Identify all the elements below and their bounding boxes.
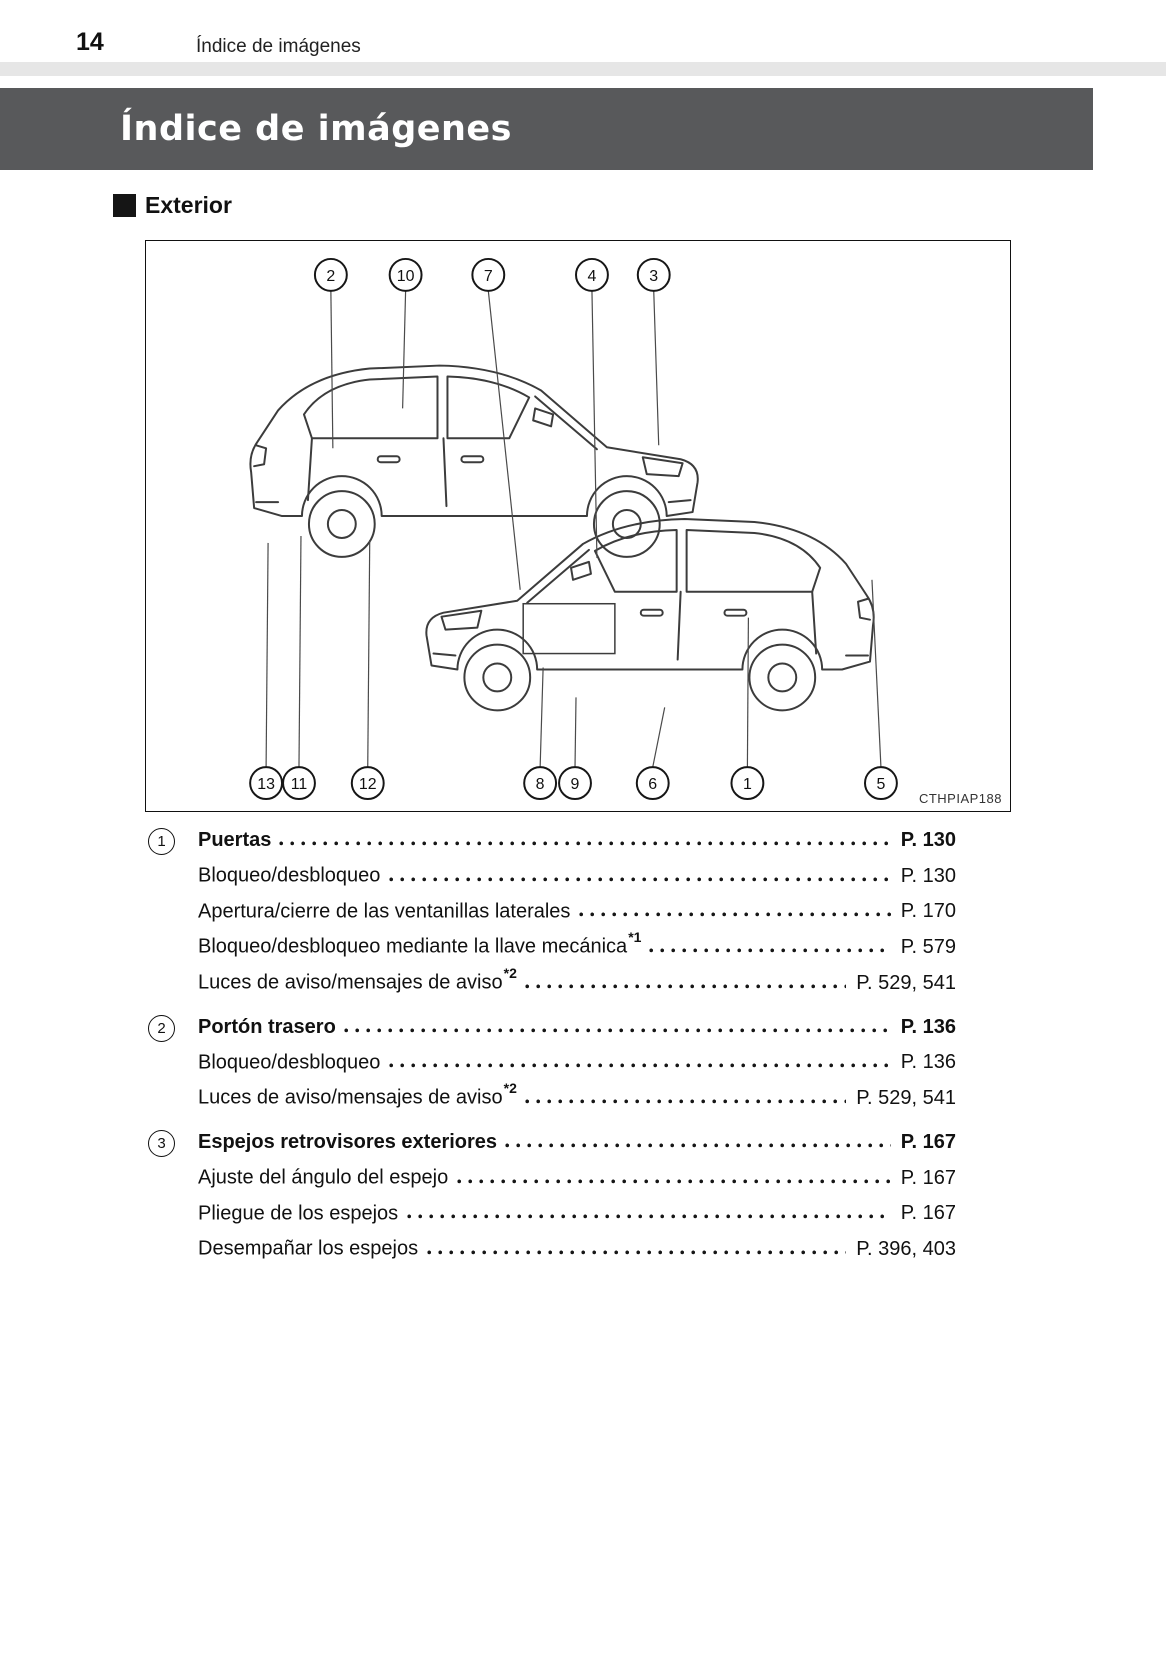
footnote-marker: *2: [503, 964, 517, 981]
sub-item-label: [198, 1077, 517, 1113]
svg-text:3: 3: [649, 267, 659, 285]
dot-leader: [649, 948, 890, 953]
dot-leader: [407, 1214, 891, 1219]
callout-circle: [315, 259, 347, 291]
chapter-banner: [0, 88, 1093, 170]
footnote-marker: *2: [503, 1080, 517, 1097]
entry-rows: [198, 1013, 956, 1113]
sub-item-text: Desempañar los espejos: [198, 1237, 419, 1260]
page-reference: P. 579: [900, 935, 956, 958]
dot-leader: [525, 984, 846, 989]
callout-circle: [524, 767, 556, 799]
entry-number-badge: [148, 1130, 175, 1157]
callout-circle: [390, 259, 422, 291]
section-square-icon: [113, 194, 136, 217]
rear-car-drawing: [250, 366, 697, 557]
index-sub-row: [198, 926, 956, 962]
page-reference: P. 167: [900, 1130, 956, 1153]
index-sub-row: [198, 855, 956, 891]
index-sub-row: [198, 1042, 956, 1078]
figure-code: CTHPIAP188: [918, 791, 1002, 806]
sub-item-label: [198, 926, 641, 962]
entry-title: Espejos retrovisores exteriores: [198, 1130, 498, 1153]
dot-leader: [389, 1063, 890, 1068]
sub-item-label: [198, 1157, 449, 1193]
entry-title: Portón trasero: [198, 1015, 336, 1038]
callout-circle: [576, 259, 608, 291]
entry-number-badge: [148, 828, 175, 855]
sub-item-text: Bloqueo/desbloqueo mediante la llave mecánica: [198, 935, 628, 958]
running-header-title: Índice de imágenes: [196, 36, 361, 57]
sub-item-text: Bloqueo/desbloqueo: [198, 1051, 381, 1074]
dot-leader: [579, 912, 890, 917]
svg-text:5: 5: [876, 776, 886, 794]
page-reference: P. 529, 541: [856, 971, 956, 994]
entry-rows: [198, 826, 956, 998]
sub-item-text: Apertura/cierre de las ventanillas laterales: [198, 900, 571, 923]
sub-item-text: Bloqueo/desbloqueo: [198, 864, 381, 887]
section-heading: [113, 192, 232, 219]
index-sub-row: [198, 1193, 956, 1229]
callout-circle: [352, 767, 384, 799]
callout-circle: [731, 767, 763, 799]
svg-text:10: 10: [396, 267, 415, 285]
svg-text:12: 12: [358, 776, 377, 794]
index-entry: [148, 826, 956, 998]
page-reference: P. 136: [900, 1015, 956, 1038]
sub-item-text: Luces de aviso/mensajes de aviso: [198, 971, 503, 994]
dot-leader: [457, 1179, 891, 1184]
image-index-list: [148, 826, 956, 1279]
page-reference: P. 529, 541: [856, 1086, 956, 1109]
svg-text:8: 8: [535, 776, 545, 794]
svg-text:4: 4: [587, 267, 597, 285]
page-reference: P. 167: [900, 1166, 956, 1189]
entry-number: 1: [157, 833, 166, 850]
dot-leader: [344, 1028, 891, 1033]
svg-text:9: 9: [570, 776, 580, 794]
callout-circles-top: [315, 259, 670, 291]
svg-text:2: 2: [326, 267, 336, 285]
index-sub-row: [198, 891, 956, 927]
sub-item-label: [198, 855, 381, 891]
index-entry: [148, 1128, 956, 1264]
svg-text:1: 1: [742, 776, 752, 794]
dot-leader: [525, 1099, 846, 1104]
sub-item-label: [198, 962, 517, 998]
index-sub-row: [198, 1157, 956, 1193]
index-main-row: [198, 1013, 956, 1042]
page-reference: P. 167: [900, 1202, 956, 1225]
dot-leader: [279, 841, 890, 846]
sub-item-label: [198, 1042, 381, 1078]
callout-circle: [559, 767, 591, 799]
entry-rows: [198, 1128, 956, 1264]
banner-title: Índice de imágenes: [120, 109, 513, 149]
sub-item-text: Luces de aviso/mensajes de aviso: [198, 1086, 503, 1109]
svg-text:7: 7: [483, 267, 493, 285]
page-reference: P. 130: [900, 829, 956, 851]
callout-circle: [638, 259, 670, 291]
dot-leader: [505, 1143, 891, 1148]
index-main-row: [198, 826, 956, 855]
entry-title: Puertas: [198, 829, 272, 851]
entry-number-badge: [148, 1015, 175, 1042]
callout-circle: [637, 767, 669, 799]
dot-leader: [427, 1250, 846, 1255]
sub-item-text: Pliegue de los espejos: [198, 1202, 399, 1225]
entry-number: 3: [157, 1134, 166, 1152]
sub-item-text: Ajuste del ángulo del espejo: [198, 1166, 449, 1189]
callout-circle: [865, 767, 897, 799]
footnote-marker: *1: [628, 929, 642, 946]
svg-text:13: 13: [257, 776, 275, 794]
figure-box: [145, 240, 1011, 812]
index-sub-row: [198, 1077, 956, 1113]
sub-item-label: [198, 1228, 419, 1264]
index-main-row: [198, 1128, 956, 1157]
svg-text:6: 6: [648, 776, 658, 794]
page-number: 14: [76, 28, 104, 56]
headlight-detail-box: [523, 604, 615, 654]
dot-leader: [389, 877, 890, 882]
page-reference: P. 170: [900, 900, 956, 923]
index-sub-row: [198, 1228, 956, 1264]
index-entry: [148, 1013, 956, 1113]
sub-item-label: [198, 891, 571, 927]
index-sub-row: [198, 962, 956, 998]
callout-circle: [283, 767, 315, 799]
callout-circles-bottom: [250, 767, 897, 799]
sub-item-label: [198, 1193, 399, 1229]
entry-number: 2: [157, 1019, 166, 1037]
section-title: Exterior: [145, 192, 232, 218]
page-reference: P. 136: [900, 1051, 956, 1074]
exterior-diagram: [146, 241, 1010, 811]
header-rule: [0, 62, 1166, 76]
callout-circle: [250, 767, 282, 799]
page-reference: P. 130: [900, 864, 956, 887]
callout-circle: [472, 259, 504, 291]
page-reference: P. 396, 403: [856, 1237, 956, 1260]
svg-text:11: 11: [290, 776, 308, 794]
